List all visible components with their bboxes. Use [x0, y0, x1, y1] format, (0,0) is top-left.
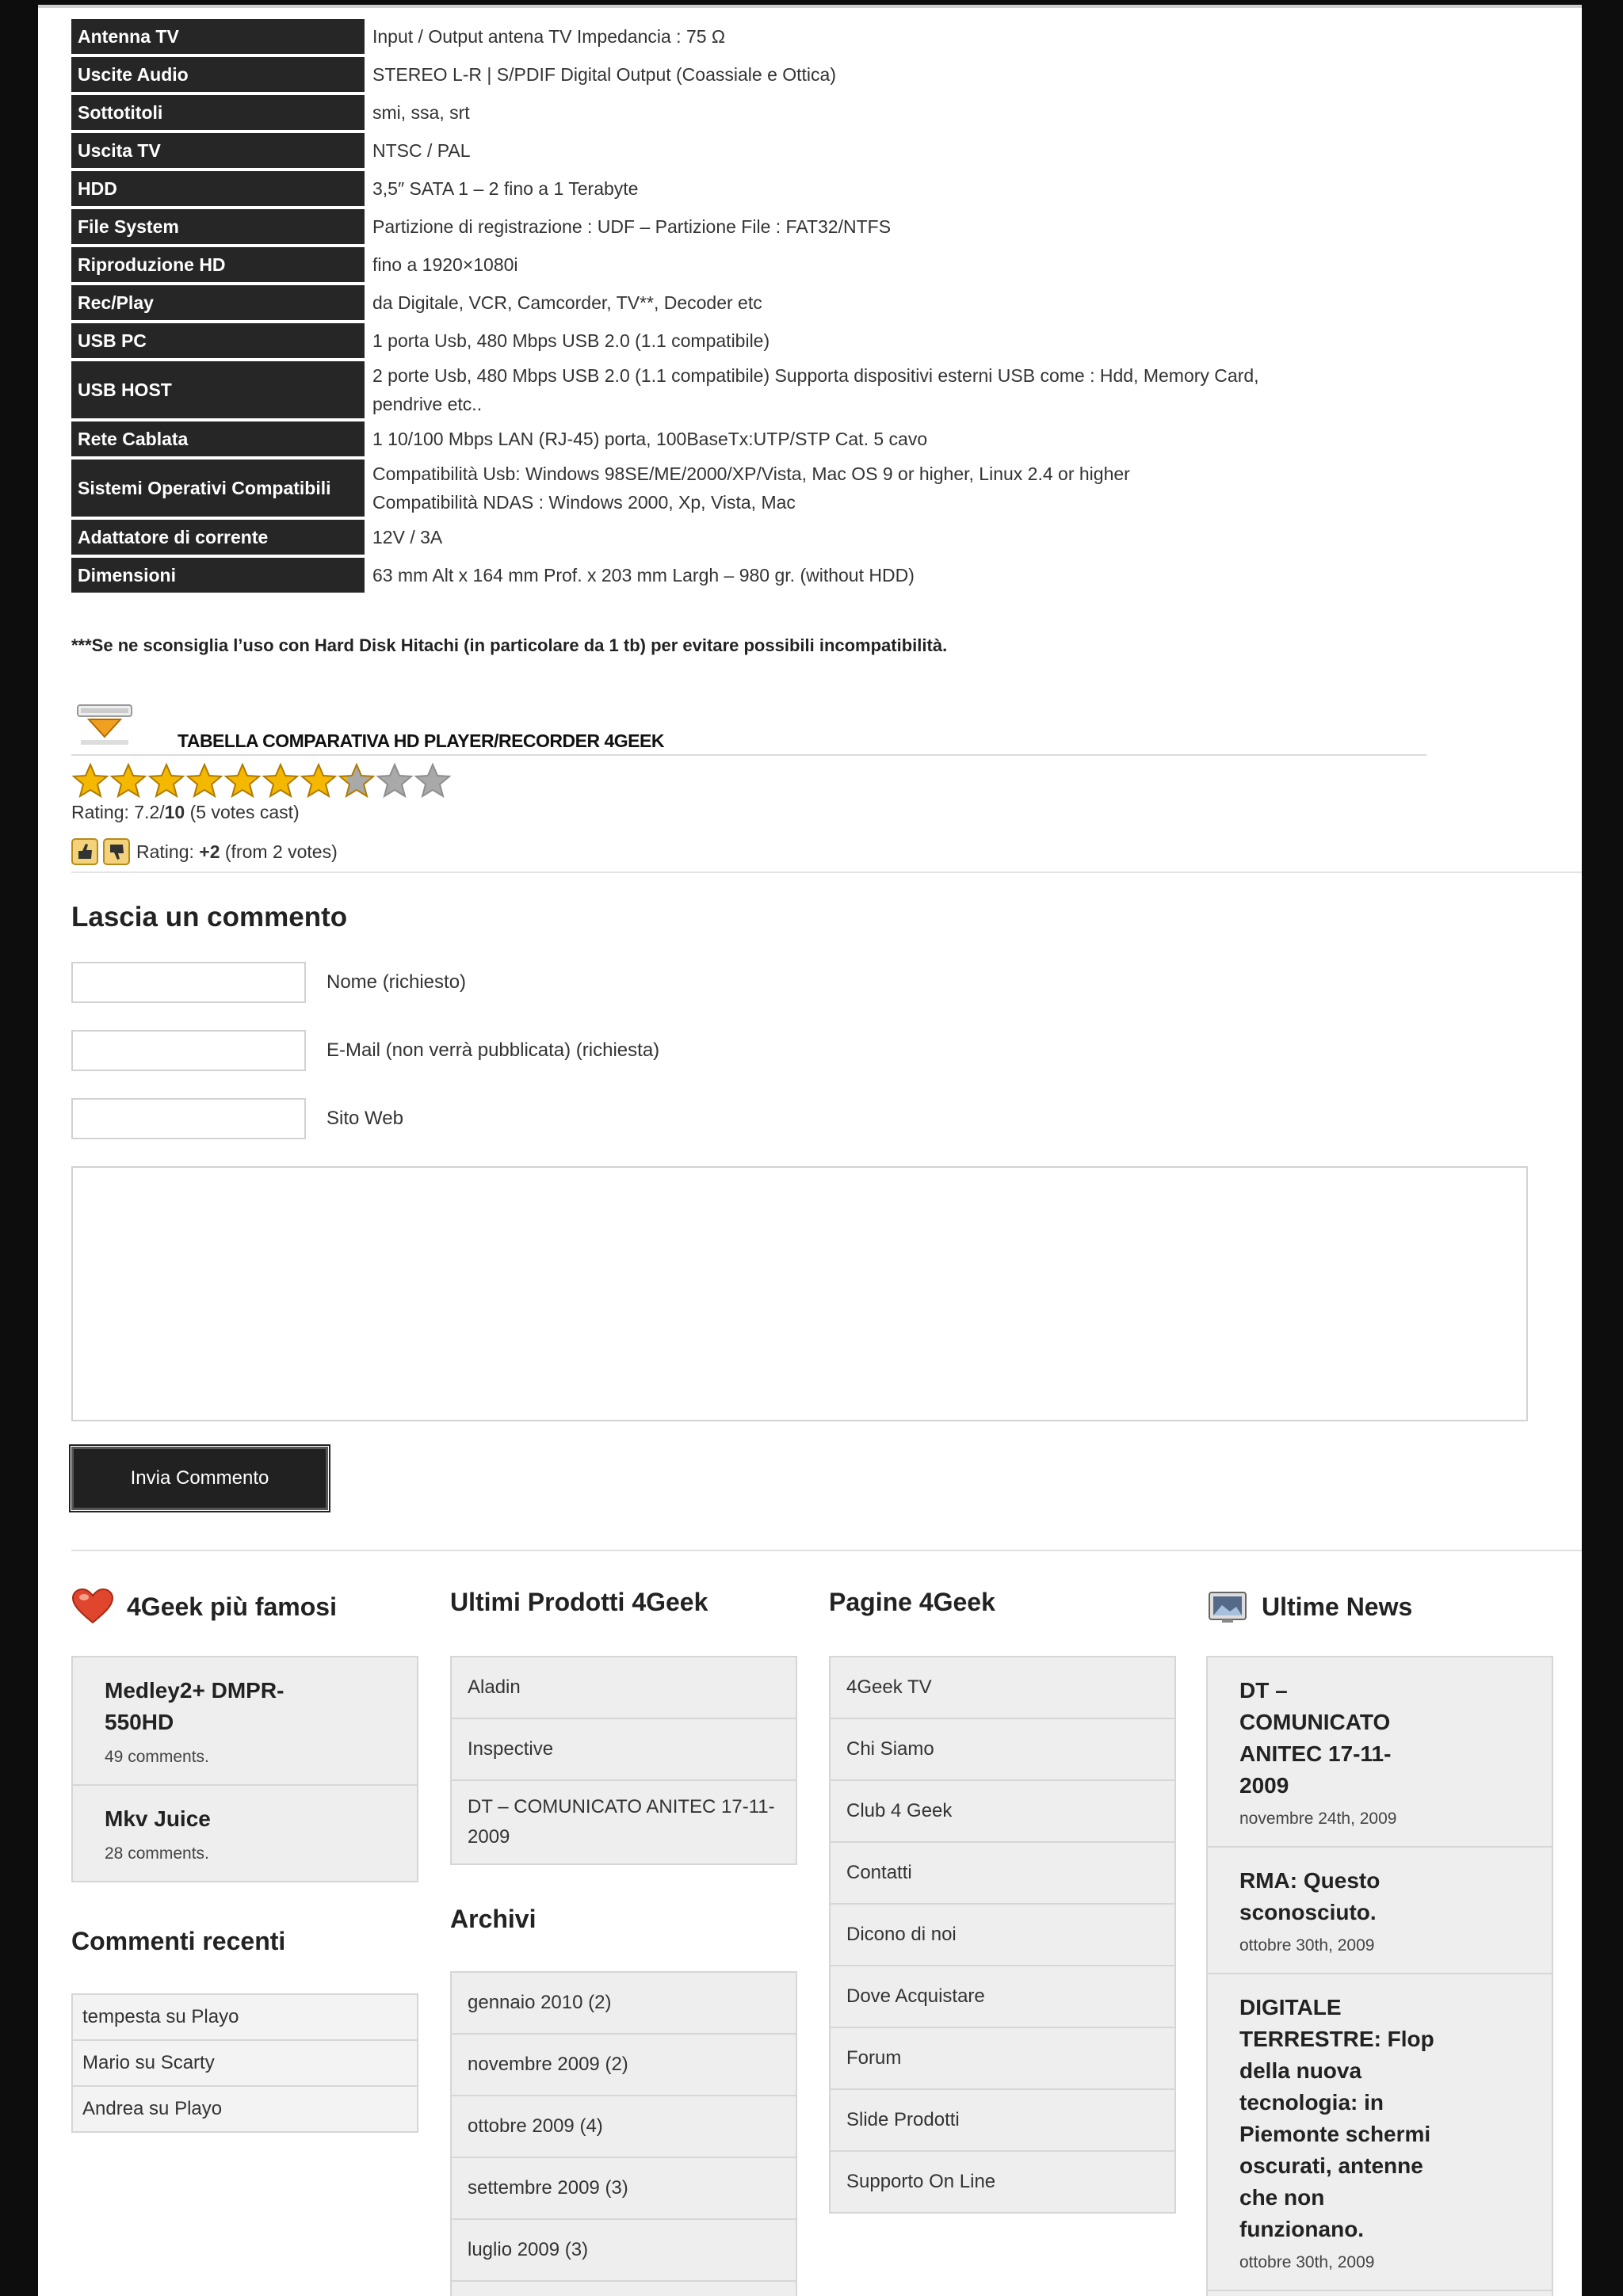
spec-value-line: 3,5″ SATA 1 – 2 fino a 1 Terabyte [372, 178, 639, 199]
popular-item-title [105, 1803, 385, 1835]
popular-item-title-line: Mkv Juice [105, 1806, 211, 1831]
spec-label: Adattatore di corrente [71, 520, 365, 555]
archive-link[interactable]: ottobre 2009 (4) [452, 2096, 796, 2158]
spec-label: Riproduzione HD [71, 247, 365, 282]
comparison-table-link[interactable] [71, 702, 1426, 756]
pages-title-text: Pagine 4Geek [829, 1588, 995, 1616]
page-link[interactable]: Supporto On Line [846, 2171, 996, 2192]
email-input[interactable] [71, 1030, 306, 1071]
spec-value [369, 57, 1450, 92]
spec-value [369, 421, 1450, 456]
spec-value [369, 19, 1450, 54]
news-item-date: ottobre 30th, 2009 [1239, 2253, 1375, 2271]
spec-value-line: 2 porte Usb, 480 Mbps USB 2.0 (1.1 compatibile) Supporta dispositivi esterni USB come : Hdd, Memory Card, [372, 365, 1259, 386]
spec-value [369, 95, 1450, 130]
page-link[interactable]: Forum [831, 2028, 1174, 2090]
spec-value [369, 247, 1450, 282]
spec-row [71, 133, 1450, 168]
news-item-title-line: RMA: Questo [1239, 1868, 1381, 1893]
spec-value-line: NTSC / PAL [372, 140, 471, 161]
thumbs-prefix: Rating: [136, 841, 200, 862]
spec-value-line: pendrive etc.. [372, 394, 483, 414]
website-field [71, 1098, 1260, 1142]
spec-value-line: Partizione di registrazione : UDF – Partizione File : FAT32/NTFS [372, 216, 892, 237]
recent-comments-title [71, 1927, 285, 1956]
news-item[interactable] [1208, 1974, 1552, 2291]
pages-widget-title [829, 1588, 995, 1617]
thumbs-votes: (from 2 votes) [220, 841, 338, 862]
spec-value-line: Input / Output antena TV Impedancia : 75 Ω [372, 26, 726, 47]
star-icon[interactable] [147, 762, 185, 800]
popular-list [71, 1656, 418, 1882]
spec-value-line: da Digitale, VCR, Camcorder, TV**, Decoder etc [372, 292, 762, 313]
news-item-title-line: che non [1239, 2185, 1325, 2210]
spec-label: Sistemi Operativi Compatibili [71, 460, 365, 517]
spec-value-line: smi, ssa, srt [372, 102, 470, 123]
product-link-line: Inspective [468, 1738, 554, 1760]
spec-label: USB HOST [71, 361, 365, 418]
news-item[interactable] [1208, 1848, 1552, 1974]
news-item-date: novembre 24th, 2009 [1239, 1810, 1397, 1828]
spec-label: Rete Cablata [71, 421, 365, 456]
submit-comment-button[interactable]: Invia Commento [71, 1447, 328, 1510]
recent-comments-title-text: Commenti recenti [71, 1927, 286, 1955]
heart-icon [71, 1588, 114, 1626]
news-widget-title [1206, 1588, 1412, 1626]
spec-row [71, 57, 1450, 92]
rating-score: 7.2/ [134, 802, 165, 822]
email-label: E-Mail (non verrà pubblicata) (richiesta) [327, 1039, 660, 1061]
news-item-title-line: della nuova [1239, 2058, 1362, 2083]
rating-prefix: Rating: [71, 802, 135, 822]
spec-value-line: 1 porta Usb, 480 Mbps USB 2.0 (1.1 compatibile) [372, 330, 770, 351]
comment-post-link[interactable]: Playo [174, 2098, 223, 2119]
comment-sep: su [160, 2006, 192, 2027]
news-item-title-line: ANITEC 17-11- [1239, 1741, 1392, 1766]
products-title-text: Ultimi Prodotti 4Geek [450, 1588, 708, 1616]
spec-row [71, 558, 1450, 593]
star-icon[interactable] [414, 762, 452, 800]
news-item-title-line: TERRESTRE: Flop [1239, 2027, 1434, 2051]
spec-table [71, 19, 1450, 596]
spec-value-line: Compatibilità NDAS : Windows 2000, Xp, Vista, Mac [372, 492, 796, 513]
star-icon[interactable] [262, 762, 300, 800]
archive-link[interactable]: luglio 2009 (3) [452, 2220, 796, 2282]
comment-sep: su [130, 2052, 161, 2073]
recent-comments-list [71, 1993, 418, 2133]
email-field [71, 1030, 1260, 1074]
comment-post-link[interactable]: Scarty [160, 2052, 215, 2073]
spec-label: Uscita TV [71, 133, 365, 168]
archives-title-text: Archivi [450, 1905, 537, 1933]
spec-row [71, 285, 1450, 320]
thumbs-rating [71, 838, 338, 865]
spec-note: ***Se ne sconsiglia l’uso con Hard Disk Hitachi (in particolare da 1 tb) per evitare possibili incompatibilità. [71, 635, 948, 655]
archive-link [452, 2282, 796, 2296]
comment-author[interactable]: Andrea [82, 2098, 144, 2119]
star-icon[interactable] [223, 762, 262, 800]
spec-label: Antenna TV [71, 19, 365, 54]
recent-comment-item [73, 1995, 417, 2041]
page-link[interactable]: Chi Siamo [831, 1719, 1174, 1781]
popular-item-comments: 49 comments. [105, 1748, 209, 1766]
monitor-icon [1206, 1588, 1249, 1626]
popular-item-title [105, 1675, 385, 1738]
star-icon[interactable] [185, 762, 223, 800]
product-link[interactable] [452, 1781, 796, 1863]
website-label: Sito Web [327, 1108, 403, 1129]
spec-row [71, 323, 1450, 358]
divider [71, 871, 1582, 873]
news-title-text: Ultime News [1262, 1592, 1413, 1621]
product-link-line: Aladin [468, 1676, 521, 1698]
comment-author[interactable]: tempesta [82, 2006, 161, 2027]
spec-row [71, 19, 1450, 54]
spec-value [369, 285, 1450, 320]
spec-value [369, 133, 1450, 168]
star-icon[interactable] [300, 762, 338, 800]
name-field [71, 962, 1260, 1006]
thumbs-score: +2 [199, 841, 220, 862]
rating-text [71, 802, 300, 823]
news-item-title-line: DT – [1239, 1678, 1288, 1703]
comment-form-title: Lascia un commento [71, 902, 348, 933]
page-link[interactable]: 4Geek TV [831, 1657, 1174, 1719]
popular-item-title-line: Medley2+ DMPR- [105, 1678, 285, 1703]
rating-votes: (5 votes cast) [185, 802, 300, 822]
products-widget-title [450, 1588, 708, 1617]
spec-value [369, 171, 1450, 206]
spec-row [71, 171, 1450, 206]
pages-list [829, 1656, 1176, 2214]
archive-link[interactable]: novembre 2009 (2) [452, 2035, 796, 2096]
spec-row [71, 361, 1450, 418]
product-link-line: DT – COMUNICATO ANITEC 17-11- [468, 1796, 775, 1817]
comment-sep: su [143, 2098, 175, 2119]
product-link-line: 2009 [468, 1826, 510, 1848]
recent-comment-item [73, 2041, 417, 2087]
page-link[interactable]: Club 4 Geek [831, 1781, 1174, 1843]
popular-item-title-line: 550HD [105, 1710, 174, 1734]
news-item-title-line: COMUNICATO [1239, 1710, 1391, 1734]
spec-value-line: Compatibilità Usb: Windows 98SE/ME/2000/XP/Vista, Mac OS 9 or higher, Linux 2.4 or higher [372, 463, 1130, 484]
spec-label: Uscite Audio [71, 57, 365, 92]
page-link[interactable]: Contatti [831, 1843, 1174, 1905]
news-item-title [1239, 1675, 1520, 1802]
footer-divider [71, 1550, 1582, 1551]
star-rating[interactable] [71, 762, 452, 800]
products-list [450, 1656, 797, 1865]
product-link[interactable] [452, 1719, 796, 1781]
news-item-title-line: DIGITALE [1239, 1995, 1342, 2019]
spec-label: Rec/Play [71, 285, 365, 320]
spec-label: HDD [71, 171, 365, 206]
archives-title [450, 1905, 536, 1934]
spec-label: Sottotitoli [71, 95, 365, 130]
spec-label: USB PC [71, 323, 365, 358]
product-link[interactable] [452, 1657, 796, 1719]
news-item-title-line: Piemonte schermi [1239, 2122, 1431, 2146]
spec-value-line: 1 10/100 Mbps LAN (RJ-45) porta, 100BaseTx:UTP/STP Cat. 5 cavo [372, 429, 928, 449]
spec-value [369, 460, 1450, 517]
archives-list [450, 1971, 797, 2296]
news-item-title-line: oscurati, antenne [1239, 2153, 1423, 2178]
popular-item[interactable] [73, 1786, 417, 1881]
spec-value-line: 12V / 3A [372, 527, 443, 547]
popular-widget-title [71, 1588, 337, 1626]
star-icon[interactable] [109, 762, 147, 800]
spec-value-line: fino a 1920×1080i [372, 254, 518, 275]
archive-link[interactable]: gennaio 2010 (2) [452, 1973, 796, 2035]
comparison-table-label: TABELLA COMPARATIVA HD PLAYER/RECORDER 4GEEK [178, 730, 664, 751]
thumbs-rating-text [136, 841, 338, 863]
spec-row [71, 247, 1450, 282]
page-link[interactable]: Dove Acquistare [831, 1966, 1174, 2028]
spec-value [369, 209, 1450, 244]
news-item-title [1239, 1865, 1520, 1928]
news-item-title [1239, 1992, 1520, 2245]
thumbs-up-icon[interactable] [71, 838, 98, 865]
star-icon[interactable] [338, 762, 376, 800]
thumbs-down-icon[interactable] [103, 838, 130, 865]
news-item-title-line: tecnologia: in [1239, 2090, 1384, 2115]
spec-value-line: 63 mm Alt x 164 mm Prof. x 203 mm Largh – 980 gr. (without HDD) [372, 565, 915, 585]
spec-row [71, 460, 1450, 517]
name-input[interactable] [71, 962, 306, 1003]
page-link[interactable]: Dicono di noi [831, 1905, 1174, 1966]
page [38, 5, 1582, 2296]
spec-value [369, 361, 1450, 418]
rating-max: 10 [164, 802, 185, 822]
star-icon[interactable] [376, 762, 414, 800]
news-item-title-line: funzionano. [1239, 2217, 1365, 2241]
news-list [1206, 1656, 1553, 2296]
archive-link[interactable]: settembre 2009 (3) [452, 2158, 796, 2220]
download-icon [73, 702, 136, 749]
spec-value [369, 558, 1450, 593]
comment-author[interactable]: Mario [82, 2052, 131, 2073]
spec-value [369, 520, 1450, 555]
spec-row [71, 95, 1450, 130]
news-item[interactable] [1208, 1657, 1552, 1848]
spec-row [71, 520, 1450, 555]
news-item-date: ottobre 30th, 2009 [1239, 1936, 1375, 1955]
comment-post-link[interactable]: Playo [191, 2006, 239, 2027]
recent-comment-item [73, 2087, 417, 2131]
popular-item[interactable] [73, 1657, 417, 1786]
popular-title-text: 4Geek più famosi [127, 1592, 337, 1621]
name-label: Nome (richiesto) [327, 971, 467, 993]
spec-row [71, 209, 1450, 244]
spec-value [369, 323, 1450, 358]
page-link[interactable]: Slide Prodotti [831, 2090, 1174, 2152]
website-input[interactable] [71, 1098, 306, 1139]
star-icon[interactable] [71, 762, 109, 800]
spec-row [71, 421, 1450, 456]
spec-label: Dimensioni [71, 558, 365, 593]
comment-textarea[interactable] [71, 1166, 1528, 1421]
spec-value-line: STEREO L-R | S/PDIF Digital Output (Coassiale e Ottica) [372, 64, 836, 85]
popular-item-comments: 28 comments. [105, 1844, 209, 1863]
spec-label: File System [71, 209, 365, 244]
news-item-title-line: sconosciuto. [1239, 1900, 1377, 1924]
news-item-title-line: 2009 [1239, 1773, 1289, 1798]
